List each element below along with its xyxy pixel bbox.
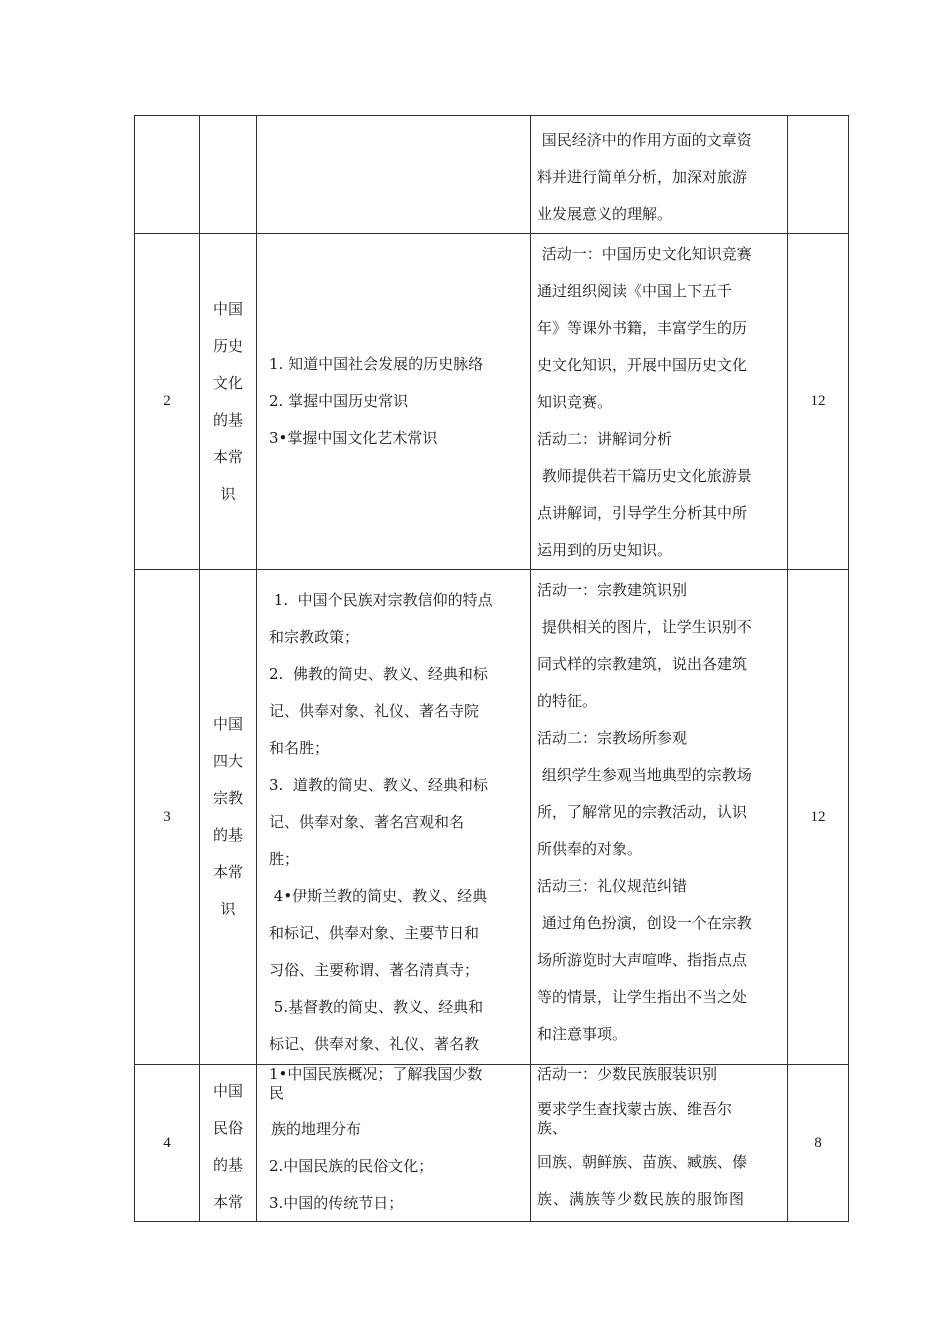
requirement-line: 和标记、供奉对象、主要节日和 — [269, 924, 480, 942]
requirement-line: 3. 道教的简史、教义、经典和标 — [269, 776, 488, 794]
activity-line: 活动二：讲解词分析 — [537, 430, 673, 448]
hours-cell: 12 — [788, 234, 849, 570]
activity-line: 史文化知识，开展中国历史文化 — [537, 356, 748, 374]
requirement-line: 4•伊斯兰教的简史、教义、经典 — [269, 887, 488, 905]
requirement-line: 1•中国民族概况；了解我国少数 — [269, 1065, 483, 1083]
activities-cell — [531, 1065, 788, 1222]
requirement-line: 族的地理分布 — [271, 1120, 362, 1138]
topic-cell — [200, 116, 257, 234]
topic-line: 中国 — [212, 299, 243, 318]
activity-line: 活动一：少数民族服装识别 — [537, 1065, 718, 1083]
topic-line: 本常 — [212, 863, 243, 881]
activity-line: 的特征。 — [537, 692, 598, 710]
topic-cell — [200, 1065, 257, 1222]
activity-line: 所，了解常见的宗教活动，认识 — [537, 803, 748, 821]
activity-line: 等的情景，让学生指出不当之处 — [537, 988, 748, 1006]
activities-cell — [531, 116, 788, 234]
activity-line: 活动一：中国历史文化知识竞赛 — [537, 245, 752, 263]
requirements-cell — [257, 1065, 531, 1222]
activity-line: 和注意事项。 — [537, 1025, 628, 1043]
table-row — [135, 1065, 849, 1222]
topic-line: 的基 — [212, 826, 243, 844]
requirements-cell — [257, 116, 531, 234]
row-number: 2 — [135, 234, 200, 570]
activity-line: 族、满族等少数民族的服饰图 — [537, 1190, 746, 1208]
activity-line: 教师提供若干篇历史文化旅游景 — [537, 467, 752, 485]
activity-line: 料并进行简单分析，加深对旅游 — [537, 168, 748, 186]
activity-line: 要求学生查找蒙古族、维吾尔 — [537, 1100, 733, 1118]
activity-line: 场所游览时大声喧哗、指指点点 — [537, 951, 748, 969]
requirements-cell — [257, 570, 531, 1065]
requirement-line: 和名胜； — [269, 739, 330, 757]
hours-cell: 12 — [788, 570, 849, 1065]
topic-line: 宗教 — [212, 789, 243, 807]
activity-line: 所供奉的对象。 — [537, 840, 643, 858]
activity-line: 族、 — [537, 1119, 568, 1137]
table-row — [135, 570, 849, 1065]
syllabus-table — [134, 115, 849, 1222]
activity-line: 年》等课外书籍，丰富学生的历 — [537, 319, 748, 337]
activity-line: 活动三：礼仪规范纠错 — [537, 877, 688, 895]
topic-cell — [200, 570, 257, 1065]
requirement-line: 2. 掌握中国历史常识 — [269, 392, 409, 410]
requirement-line: 记、供奉对象、著名宫观和名 — [269, 813, 465, 831]
activity-line: 同式样的宗教建筑，说出各建筑 — [537, 655, 748, 673]
topic-line: 文化 — [212, 373, 243, 392]
row-number: 3 — [135, 570, 200, 1065]
hours-cell — [788, 116, 849, 234]
topic-line: 的基 — [212, 410, 243, 429]
activity-line: 运用到的历史知识。 — [537, 541, 673, 559]
table-row — [135, 234, 849, 570]
hours-cell: 8 — [788, 1065, 849, 1222]
requirement-line: 3.中国的传统节日； — [269, 1194, 404, 1212]
requirement-line: 1. 知道中国社会发展的历史脉络 — [269, 355, 484, 373]
table-row — [135, 116, 849, 234]
requirement-line: 标记、供奉对象、礼仪、著名教 — [269, 1035, 480, 1053]
row-number — [135, 116, 200, 234]
requirement-line: 2. 佛教的简史、教义、经典和标 — [269, 665, 488, 683]
topic-line: 本常 — [212, 1193, 243, 1211]
activity-line: 提供相关的图片，让学生识别不 — [537, 618, 752, 636]
requirement-line: 2.中国民族的民俗文化； — [269, 1157, 434, 1175]
requirement-line: 和宗教政策； — [269, 628, 360, 646]
row-number: 4 — [135, 1065, 200, 1222]
requirements-cell — [257, 234, 531, 570]
topic-line: 民俗 — [212, 1119, 243, 1137]
activities-cell — [531, 234, 788, 570]
topic-line: 识 — [220, 900, 236, 918]
activity-line: 通过角色扮演，创设一个在宗教 — [537, 914, 752, 932]
topic-line: 中国 — [212, 715, 243, 733]
requirement-line: 胜； — [269, 850, 300, 868]
topic-line: 历史 — [212, 336, 243, 355]
activity-line: 组织学生参观当地典型的宗教场 — [537, 766, 752, 784]
requirement-line: 习俗、主要称谓、著名清真寺； — [269, 961, 480, 979]
requirement-line: 民 — [269, 1084, 285, 1102]
activity-line: 活动一：宗教建筑识别 — [537, 581, 688, 599]
activity-line: 回族、朝鲜族、苗族、臧族、傣 — [537, 1153, 748, 1171]
topic-line: 四大 — [212, 752, 243, 770]
activity-line: 国民经济中的作用方面的文章资 — [537, 131, 752, 149]
topic-line: 识 — [220, 484, 236, 503]
topic-line: 本常 — [212, 447, 243, 466]
requirement-line: 1. 中国个民族对宗教信仰的特点 — [269, 591, 493, 609]
activity-line: 知识竞赛。 — [537, 393, 613, 411]
activity-line: 业发展意义的理解。 — [537, 205, 673, 223]
activity-line: 活动二：宗教场所参观 — [537, 729, 688, 747]
requirement-line: 3•掌握中国文化艺术常识 — [269, 429, 438, 447]
activities-cell — [531, 570, 788, 1065]
requirement-line: 5.基督教的简史、教义、经典和 — [269, 998, 484, 1016]
activity-line: 点讲解词，引导学生分析其中所 — [537, 504, 748, 522]
topic-line: 的基 — [212, 1156, 243, 1174]
topic-line: 中国 — [212, 1082, 243, 1100]
requirement-line: 记、供奉对象、礼仪、著名寺院 — [269, 702, 480, 720]
topic-cell — [200, 234, 257, 570]
activity-line: 通过组织阅读《中国上下五千 — [537, 282, 733, 300]
